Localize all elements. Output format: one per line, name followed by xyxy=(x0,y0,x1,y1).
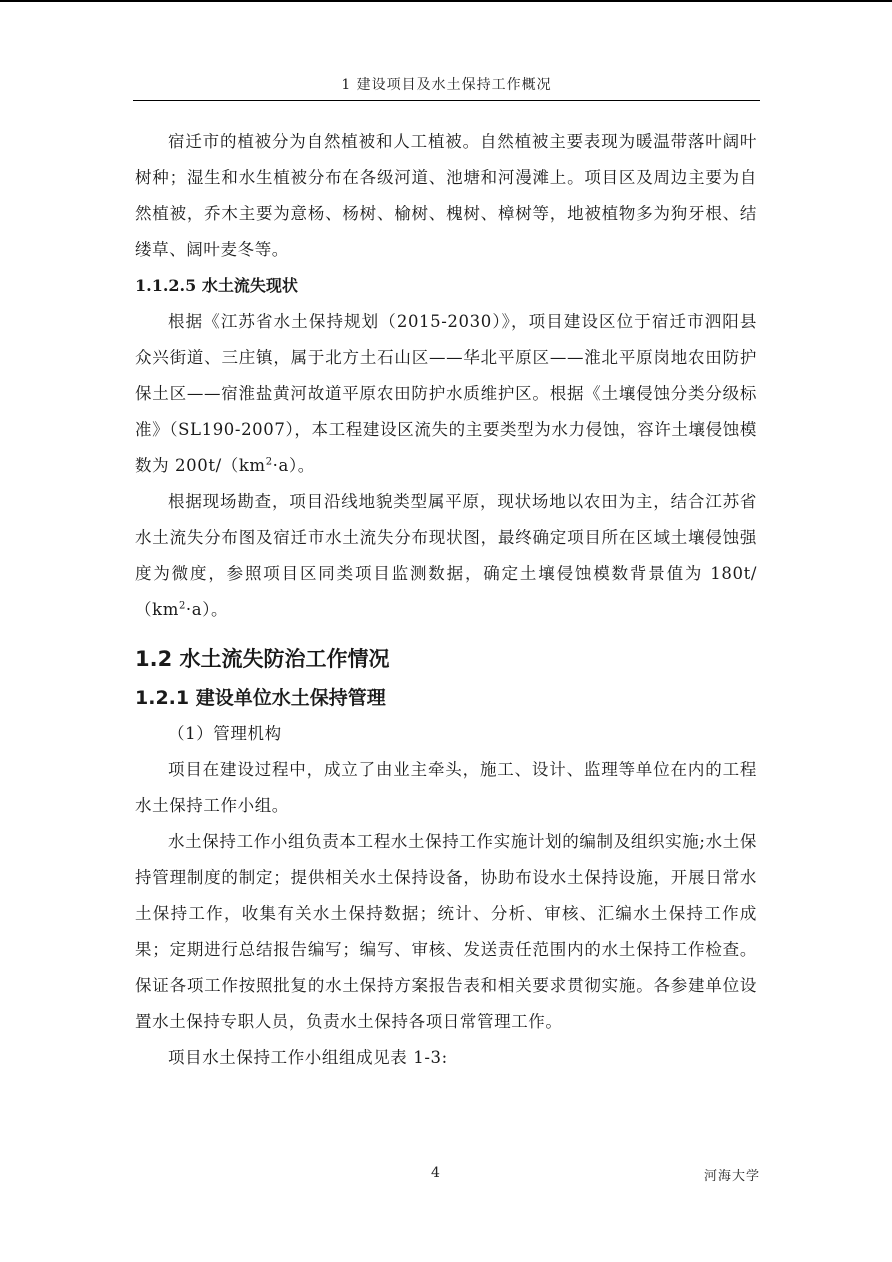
superscript: 2 xyxy=(265,456,273,468)
paragraph-site-survey xyxy=(135,484,757,628)
superscript: 2 xyxy=(178,600,186,612)
page-top-border xyxy=(0,0,892,2)
paragraph-soil-loss-plan xyxy=(135,304,757,484)
section-heading-1-2-1: 1.2.1 建设单位水土保持管理 xyxy=(135,687,386,709)
header-rule xyxy=(133,100,760,101)
running-header: 1 建设项目及水土保持工作概况 xyxy=(341,77,552,93)
text-run: 根据《江苏省水土保持规划（2015-2030）》，项目建设区位于宿迁市泗阳县众兴街道、三庄镇，属于北方土石山区——华北平原区——淮北平原岗地农田防护保土区——宿淮盐黄河故道平原农田防护水质维护区。根据《土壤侵蚀分类分级标准》（SL190-2007），本工程建设区流失的主要类型为水力侵蚀，容许土壤侵蚀模数为 200t/（km xyxy=(135,312,757,475)
footer-university: 河海大学 xyxy=(704,1169,761,1184)
section-heading-1-2: 1.2 水土流失防治工作情况 xyxy=(135,647,390,671)
paragraph-group-duties: 水土保持工作小组负责本工程水土保持工作实施计划的编制及组织实施;水土保持管理制度的制定；提供相关水土保持设备，协助布设水土保持设施，开展日常水土保持工作，收集有关水土保持数据；统计、分析、审核、汇编水土保持工作成果；定期进行总结报告编写；编写、审核、发送责任范围内的水土保持工作检查。保证各项工作按照批复的水土保持方案报告表和相关要求贯彻实施。各参建单位设置水土保持专职人员，负责水土保持各项日常管理工作。 xyxy=(135,832,757,1031)
text-run: ·a）。 xyxy=(185,600,229,619)
paragraph-table-reference: 项目水土保持工作小组组成见表 1-3: xyxy=(168,1048,448,1067)
page-number: 4 xyxy=(431,1165,440,1181)
text-run: ·a）。 xyxy=(272,456,315,475)
section-heading-1-1-2-5: 1.1.2.5 水土流失现状 xyxy=(135,276,298,295)
text-run: 根据现场勘查，项目沿线地貌类型属平原，现状场地以农田为主，结合江苏省水土流失分布图及宿迁市水土流失分布现状图，最终确定项目所在区域土壤侵蚀强度为微度，参照项目区同类项目监测数据，确定土壤侵蚀模数背景值为 180t/（km xyxy=(135,492,757,619)
paragraph-vegetation: 宿迁市的植被分为自然植被和人工植被。自然植被主要表现为暖温带落叶阔叶树种；湿生和水生植被分布在各级河道、池塘和河漫滩上。项目区及周边主要为自然植被，乔木主要为意杨、杨树、榆树、槐树、樟树等，地被植物多为狗牙根、结缕草、阔叶麦冬等。 xyxy=(135,132,757,259)
list-item-management-org: （1）管理机构 xyxy=(168,724,282,743)
paragraph-working-group: 项目在建设过程中，成立了由业主牵头，施工、设计、监理等单位在内的工程水土保持工作小组。 xyxy=(135,760,757,815)
page-body xyxy=(135,124,757,1076)
